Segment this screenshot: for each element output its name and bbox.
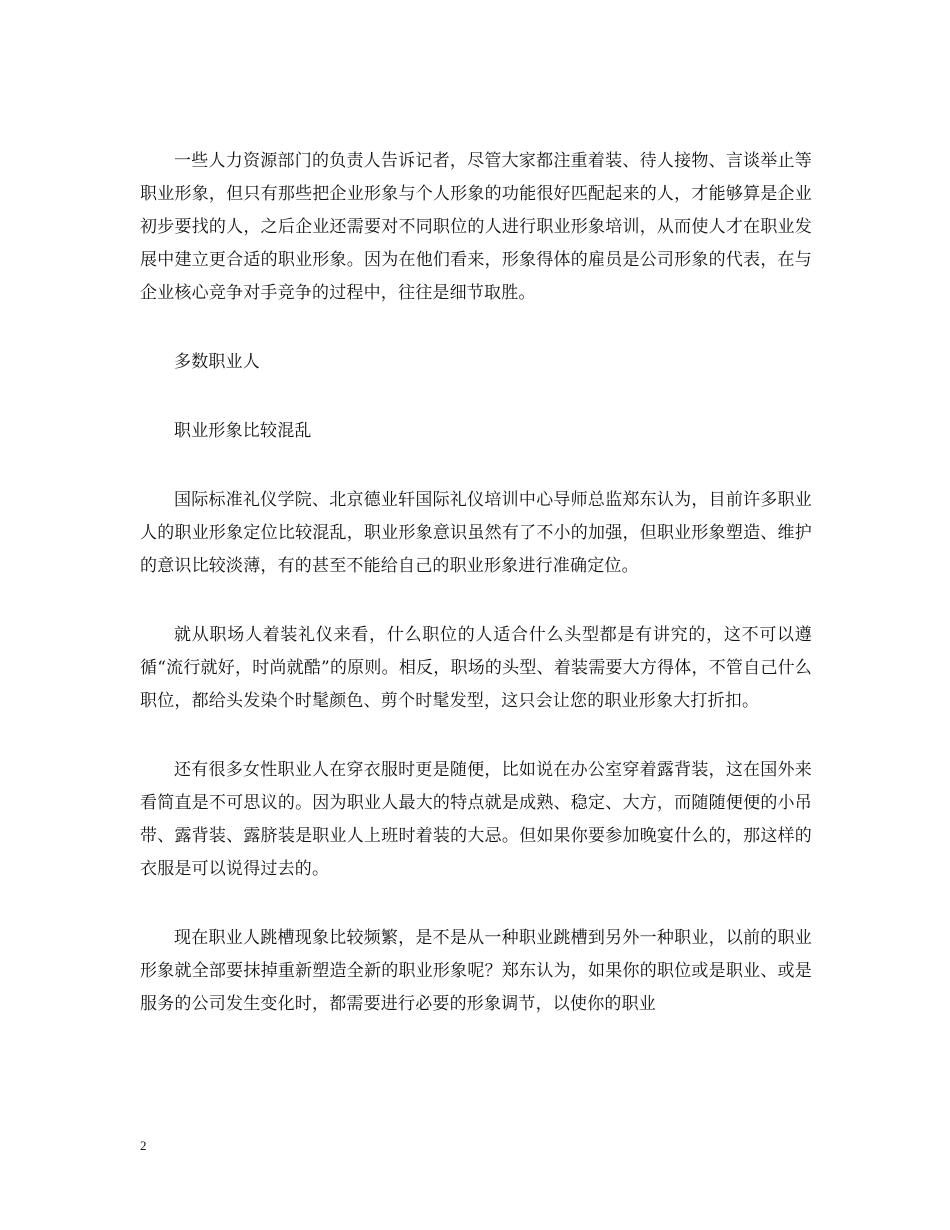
section-heading-line-2: 职业形象比较混乱 bbox=[174, 421, 312, 441]
paragraph-job-change: 现在职业人跳槽现象比较频繁，是不是从一种职业跳槽到另外一种职业，以前的职业形象就全部要抹掉重新塑造全新的职业形象呢？郑东认为，如果你的职位或是职业、或是服务的公司发生变化时，都需要进行必要的形象调节，以使你的职业 bbox=[140, 928, 812, 1014]
paragraph-dress-etiquette: 就从职场人着装礼仪来看，什么职位的人适合什么头型都是有讲究的，这不可以遵循“流行就好，时尚就酷”的原则。相反，职场的头型、着装需要大方得体，不管自己什么职位，都给头发染个时髦颜色、剪个时髦发型，这只会让您的职业形象大打折扣。 bbox=[140, 625, 812, 711]
paragraph-women-dress: 还有很多女性职业人在穿衣服时更是随便，比如说在办公室穿着露背装，这在国外来看简直是不可思议的。因为职业人最大的特点就是成熟、稳定、大方，而随随便便的小吊带、露背装、露脐装是职业人上班时着装的大忌。但如果你要参加晚宴什么的，那这样的衣服是可以说得过去的。 bbox=[140, 760, 812, 879]
section-heading-line-1: 多数职业人 bbox=[174, 352, 260, 372]
document-body bbox=[140, 145, 812, 1057]
paragraph-expert-opinion: 国际标准礼仪学院、北京德业轩国际礼仪培训中心导师总监郑东认为，目前许多职业人的职业形象定位比较混乱，职业形象意识虽然有了不小的加强，但职业形象塑造、维护的意识比较淡薄，有的甚至不能给自己的职业形象进行准确定位。 bbox=[140, 490, 812, 576]
page-number: 2 bbox=[140, 1138, 147, 1153]
paragraph-hr-interview: 一些人力资源部门的负责人告诉记者，尽管大家都注重着装、待人接物、言谈举止等职业形象，但只有那些把企业形象与个人形象的功能很好匹配起来的人，才能够算是企业初步要找的人，之后企业还需要对不同职位的人进行职业形象培训，从而使人才在职业发展中建立更合适的职业形象。因为在他们看来，形象得体的雇员是公司形象的代表，在与企业核心竞争对手竞争的过程中，往往是细节取胜。 bbox=[140, 151, 812, 303]
